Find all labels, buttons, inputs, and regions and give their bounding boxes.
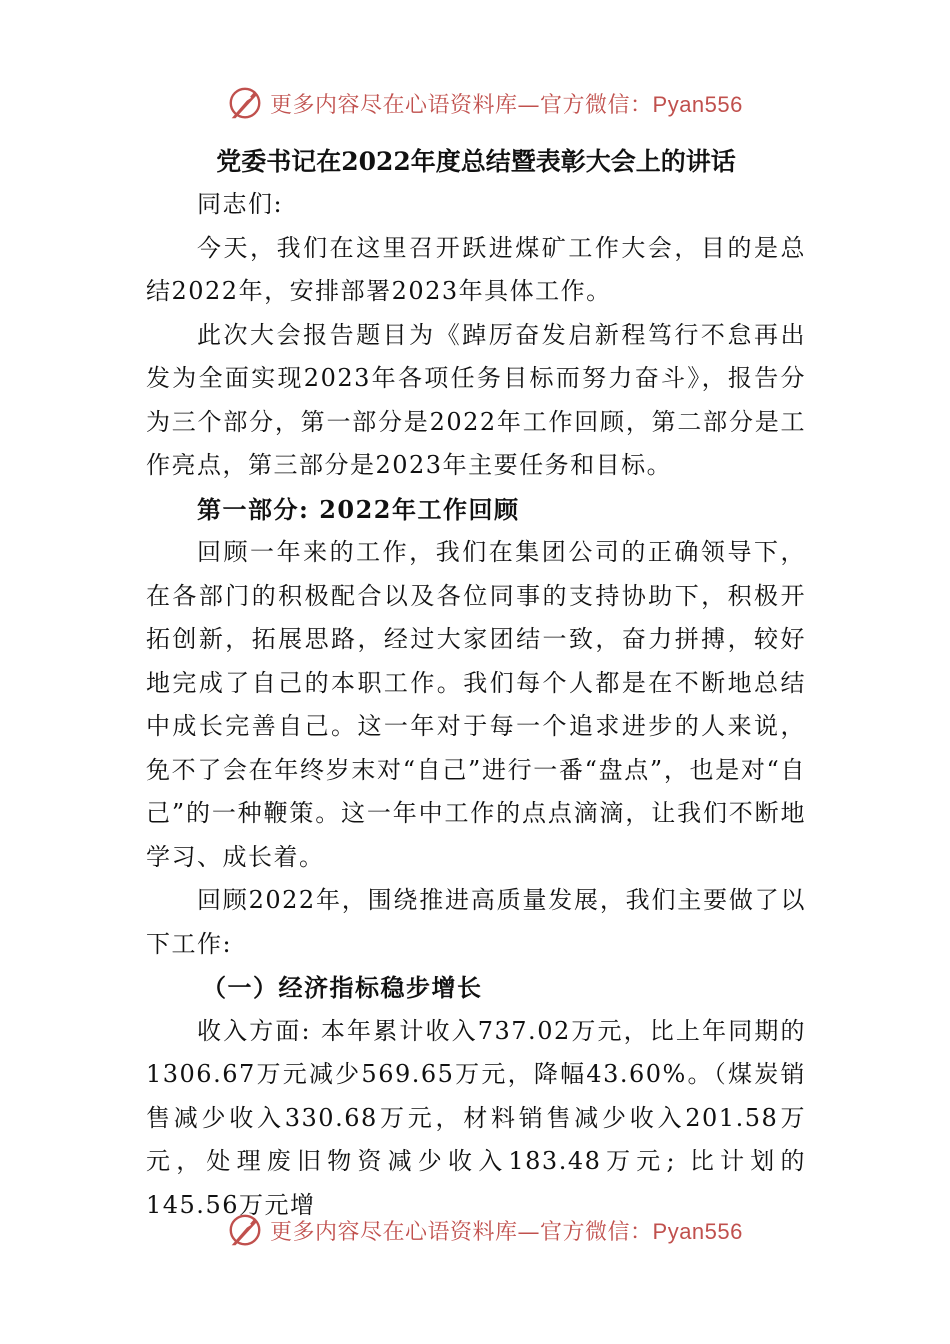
subsection-heading: （一）经济指标稳步增长 [202, 973, 483, 1002]
quill-logo-icon [226, 84, 264, 122]
section-heading: 第一部分: 2022年工作回顾 [197, 494, 520, 524]
paragraph-intro: 今天，我们在这里召开跃进煤矿工作大会，目的是总结2022年，安排部署2023年具体工作。 [146, 233, 806, 305]
header-watermark-banner [226, 83, 746, 123]
document-body [146, 140, 806, 1227]
header-wechat-id: Pyan556 [652, 91, 743, 117]
paragraph-report-structure: 此次大会报告题目为《踔厉奋发启新程笃行不怠再出发为全面实现2023年各项任务目标而努力奋斗》，报告分为三个部分，第一部分是2022年工作回顾，第二部分是工作亮点，第三部分是2023年主要任务和目标。 [146, 320, 806, 479]
footer-wechat-id: Pyan556 [652, 1218, 743, 1244]
paragraph-review: 回顾一年来的工作，我们在集团公司的正确领导下，在各部门的积极配合以及各位同事的支持协助下，积极开拓创新，拓展思路，经过大家团结一致，奋力拼搏，较好地完成了自己的本职工作。我们每个人都是在不断地总结中成长完善自己。这一年对于每一个追求进步的人来说，免不了会在年终岁末对“自己”进行一番“盘点”，也是对“自己”的一种鞭策。这一年中工作的点点滴滴，让我们不断地学习、成长着。 [146, 538, 806, 871]
footer-banner-text: 更多内容尽在心语资料库—官方微信：Pyan556 [270, 1218, 743, 1245]
document-title: 党委书记在2022年度总结暨表彰大会上的讲话 [216, 147, 736, 176]
paragraph-work-summary: 回顾2022年，围绕推进高质量发展，我们主要做了以下工作: [146, 886, 806, 958]
header-banner-text: 更多内容尽在心语资料库—官方微信：Pyan556 [270, 91, 743, 118]
quill-logo-icon [226, 1211, 264, 1249]
greeting: 同志们: [197, 190, 284, 218]
paragraph-income: 收入方面: 本年累计收入737.02万元，比上年同期的1306.67万元减少569.65万元，降幅43.60%。（煤炭销售减少收入330.68万元，材料销售减少收入201.58万元，处理废旧物资减少收入183.48万元; 比计划的145.56万元增 [146, 1016, 806, 1219]
footer-watermark-banner [226, 1210, 746, 1250]
